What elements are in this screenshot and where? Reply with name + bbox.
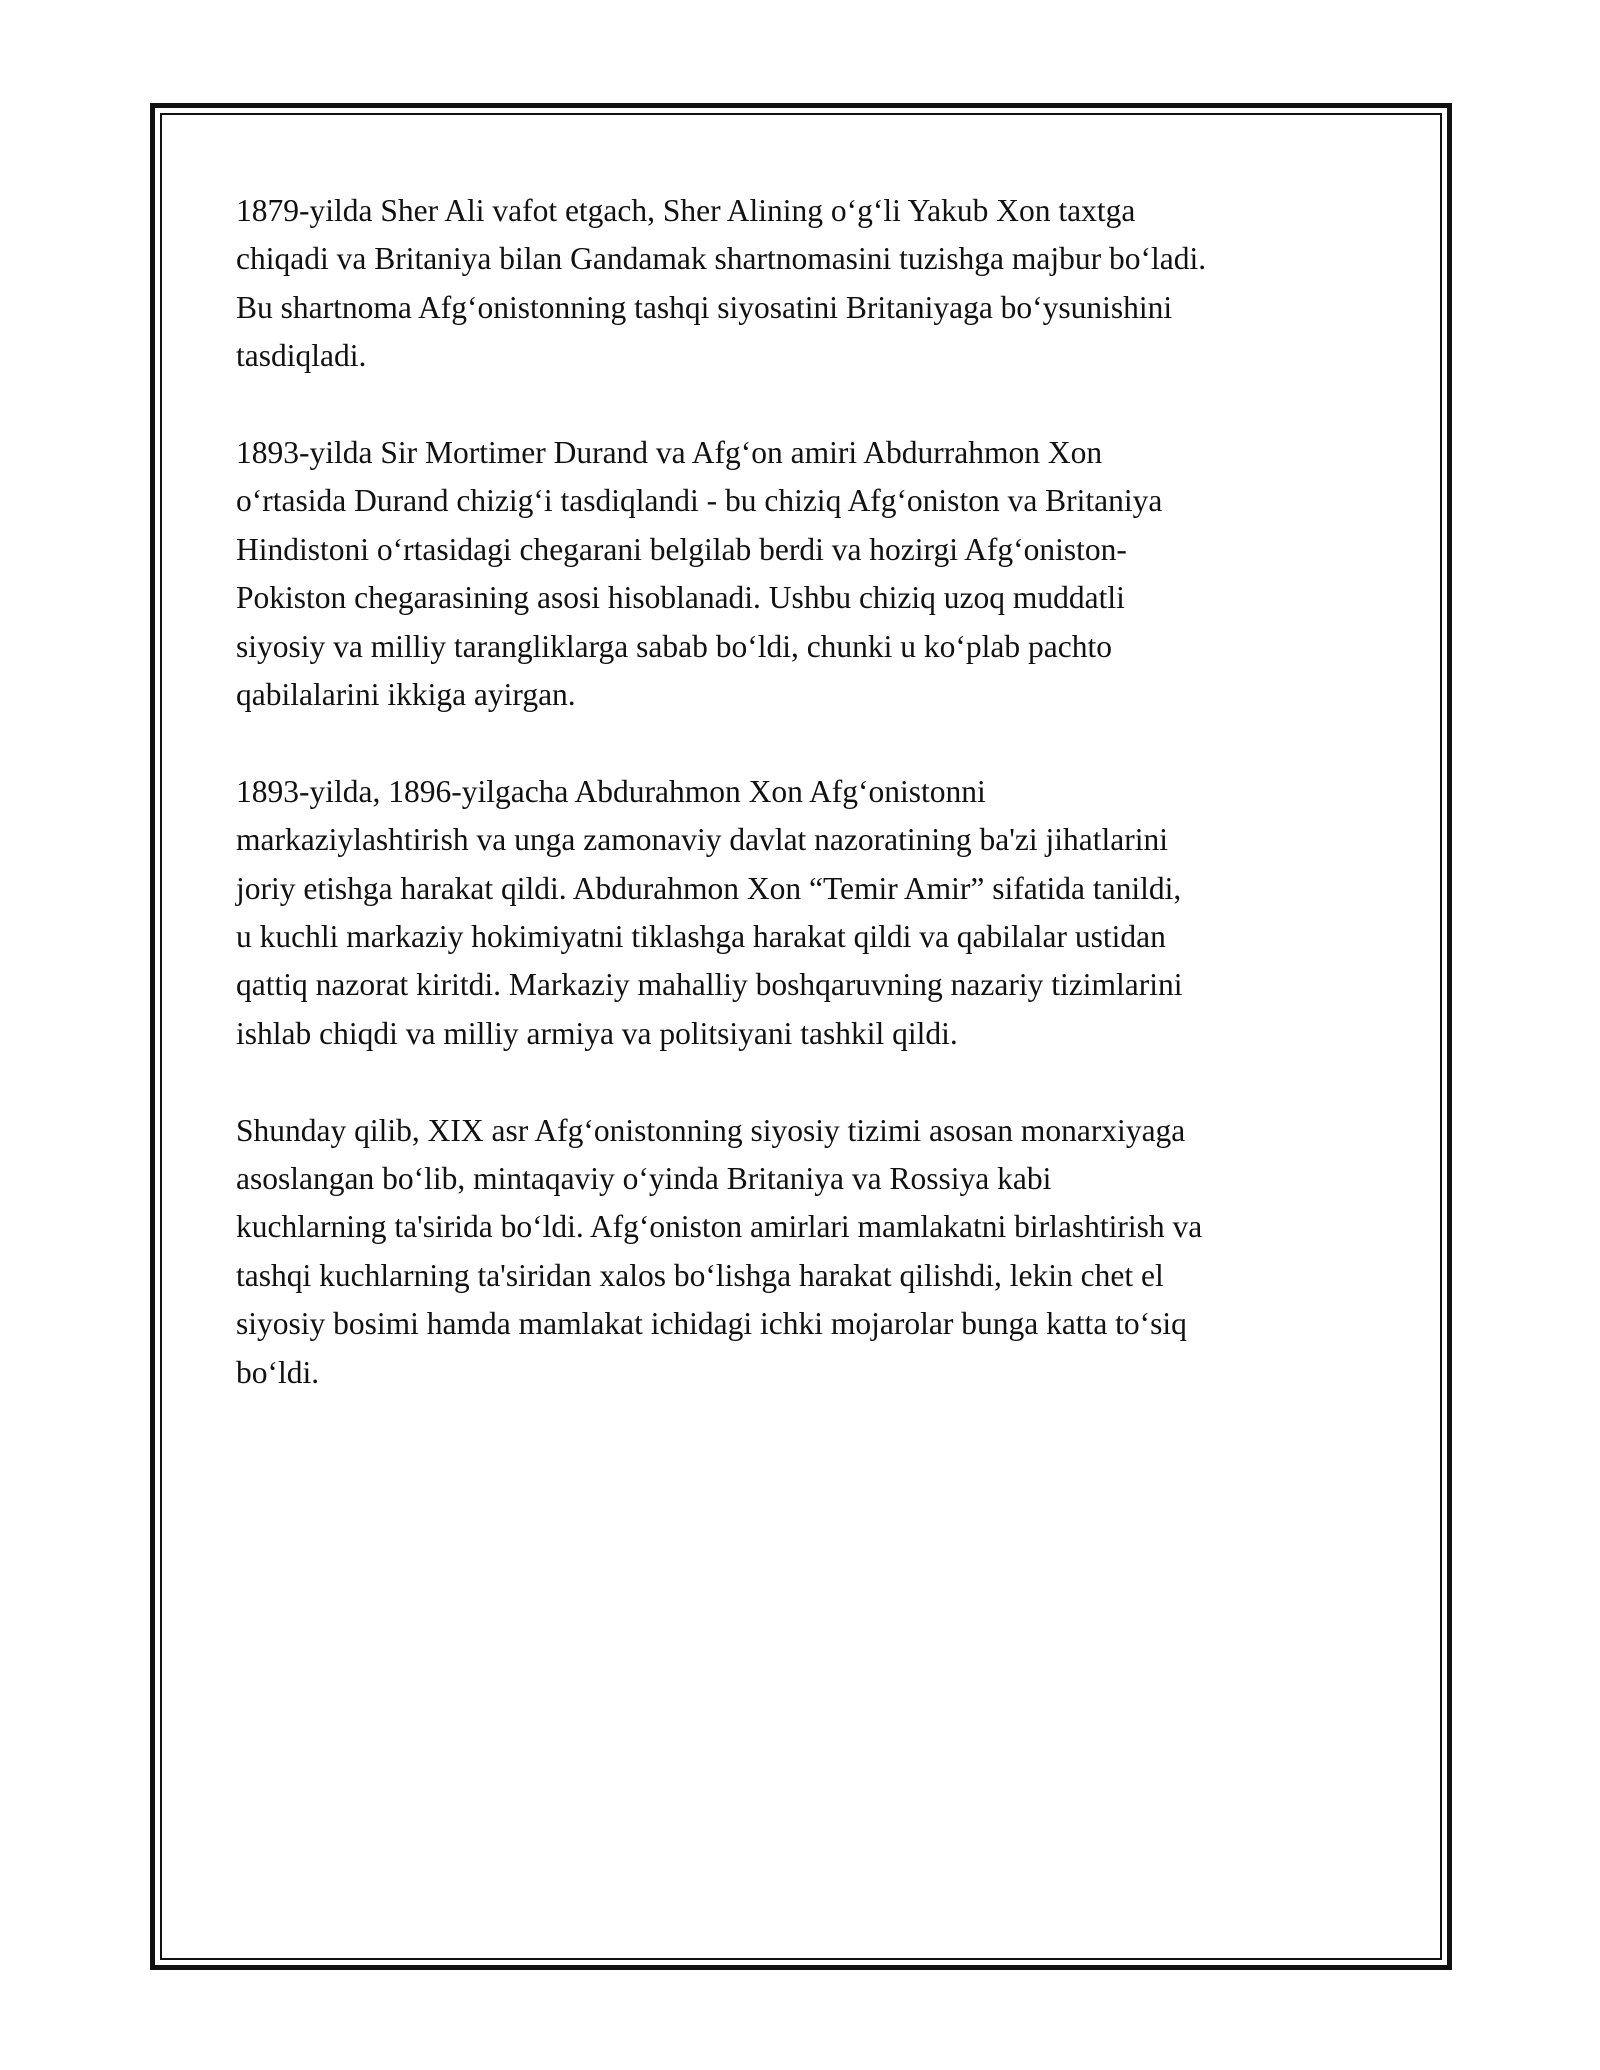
text-line: ishlab chiqdi va milliy armiya va politsiyani tashkil qildi. bbox=[236, 1015, 958, 1051]
text-line: 1879-yilda Sher Ali vafot etgach, Sher Alining o‘g‘li Yakub Xon taxtga bbox=[236, 193, 1136, 228]
text-line: qattiq nazorat kiritdi. Markaziy mahalliy boshqaruvning nazariy tizimlarini bbox=[236, 967, 1183, 1003]
text-line: Shunday qilib, XIX asr Afg‘onistonning siyosiy tizimi asosan monarxiyaga bbox=[236, 1112, 1186, 1148]
text-line: qabilalarini ikkiga ayirgan. bbox=[236, 677, 576, 713]
text-line: kuchlarning ta'sirida bo‘ldi. Afg‘oniston amirlari mamlakatni birlashtirish va bbox=[236, 1209, 1203, 1245]
text-line: u kuchli markaziy hokimiyatni tiklashga harakat qildi va qabilalar ustidan bbox=[236, 919, 1166, 955]
text-line: asoslangan bo‘lib, mintaqaviy o‘yinda Britaniya va Rossiya kabi bbox=[236, 1161, 1052, 1197]
paragraph-gandamak-treaty bbox=[236, 187, 1386, 381]
text-line: joriy etishga harakat qildi. Abdurahmon Xon “Temir Amir” sifatida tanildi, bbox=[236, 870, 1182, 906]
text-line: siyosiy va milliy tarangliklarga sabab bo‘ldi, chunki u ko‘plab pachto bbox=[236, 628, 1112, 664]
text-line: bo‘ldi. bbox=[236, 1354, 320, 1390]
text-line: chiqadi va Britaniya bilan Gandamak shartnomasini tuzishga majbur bo‘ladi. bbox=[236, 241, 1207, 277]
text-line: Pokiston chegarasining asosi hisoblanadi. Ushbu chiziq uzoq muddatli bbox=[236, 580, 1125, 616]
document-body bbox=[236, 187, 1386, 1446]
paragraph-durand-line bbox=[236, 429, 1386, 719]
paragraph-conclusion bbox=[236, 1107, 1386, 1397]
text-line: 1893-yilda, 1896-yilgacha Abdurahmon Xon Afg‘onistonni bbox=[236, 773, 986, 809]
text-line: tashqi kuchlarning ta'siridan xalos bo‘lishga harakat qilishdi, lekin chet el bbox=[236, 1257, 1164, 1293]
text-line: markaziylashtirish va unga zamonaviy davlat nazoratining ba'zi jihatlarini bbox=[236, 822, 1168, 858]
text-line: Bu shartnoma Afg‘onistonning tashqi siyosatini Britaniyaga bo‘ysunishini bbox=[236, 289, 1173, 325]
text-line: o‘rtasida Durand chizig‘i tasdiqlandi - bu chiziq Afg‘oniston va Britaniya bbox=[236, 483, 1163, 519]
text-line: Hindistoni o‘rtasidagi chegarani belgilab berdi va hozirgi Afg‘oniston- bbox=[236, 531, 1127, 567]
paragraph-abdurahmon-reforms bbox=[236, 768, 1386, 1058]
text-line: siyosiy bosimi hamda mamlakat ichidagi ichki mojarolar bunga katta to‘siq bbox=[236, 1306, 1187, 1342]
text-line: 1893-yilda Sir Mortimer Durand va Afg‘on amiri Abdurrahmon Xon bbox=[236, 435, 1103, 471]
text-line: tasdiqladi. bbox=[236, 338, 367, 374]
